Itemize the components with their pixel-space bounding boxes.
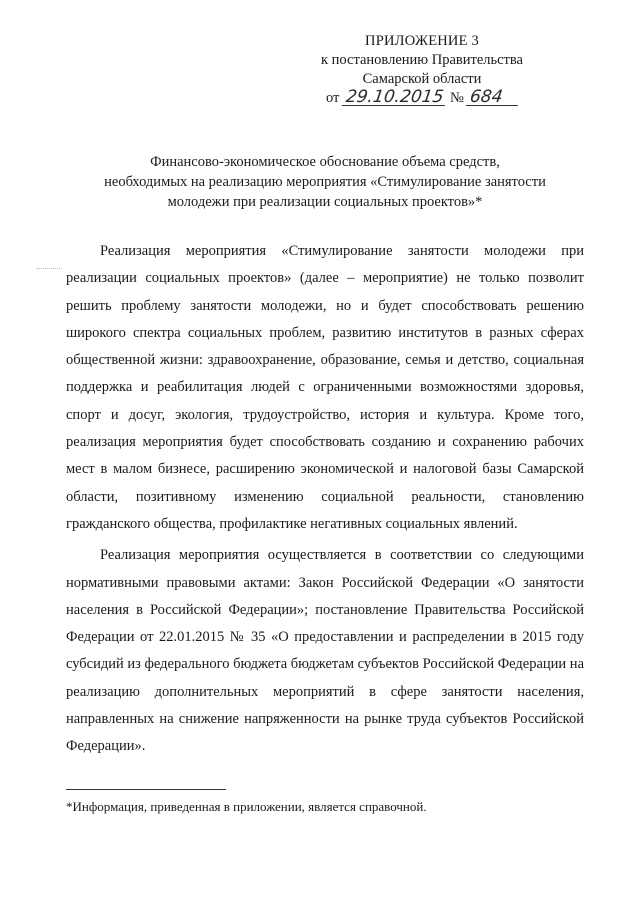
body-paragraph-1: Реализация мероприятия «Стимулирование занятости молодежи при реализации социальных проектов» (далее – мероприятие) не только позволит решить проблему занятости молодежи, но и будет способствовать решению широкого спектра социальных проблем, развитию институтов в разных сферах общественной жизни: здравоохранение, образование, семья и детство, социальная поддержка и реабилитация людей с ограниченными возможностями здоровья, спорт и досуг, экология, трудоустройство, история и культура. Кроме того, реализация мероприятия будет способствовать созданию и сохранению рабочих мест в малом бизнесе, расширению экономической и налоговой базы Самарской области, позитивному изменению социальной реальности, становлению гражданского общества, профилактике негативных социальных явлений.	[66, 243, 584, 532]
heading-line-3: молодежи при реализации социальных проектов»*	[167, 194, 483, 210]
appendix-resolution-line: к постановлению Правительства	[321, 52, 523, 68]
appendix-header	[312, 32, 532, 109]
appendix-date-number-line	[312, 89, 532, 109]
heading-line-1: Финансово-экономическое обоснование объема средств,	[150, 154, 500, 170]
handwritten-number: 684	[466, 89, 520, 106]
body-paragraph-2: Реализация мероприятия осуществляется в соответствии со следующими нормативными правовыми актами: Закон Российской Федерации «О занятости населения в Российской Федерации»; постановление Правительства Российской Федерации от 22.01.2015 № 35 «О предоставлении и распределении в 2015 году субсидий из федерального бюджета бюджетам субъектов Российской Федерации на реализацию дополнительных мероприятий в сфере занятости населения, направленных на снижение напряженности на рынке труда субъектов Российской Федерации».	[66, 547, 585, 755]
document-heading	[60, 152, 590, 212]
appendix-region-line: Самарской области	[362, 71, 482, 87]
footnote: *Информация, приведенная в приложении, является справочной.	[66, 799, 427, 814]
appendix-title: ПРИЛОЖЕНИЕ 3	[365, 33, 479, 49]
number-label: №	[450, 90, 464, 106]
handwritten-date: 29.10.2015	[342, 89, 448, 106]
from-label: от	[326, 90, 340, 106]
footnote-divider	[66, 789, 226, 790]
heading-line-2: необходимых на реализацию мероприятия «Стимулирование занятости	[104, 174, 546, 190]
scan-artifact	[36, 268, 62, 269]
document-body	[66, 238, 584, 761]
